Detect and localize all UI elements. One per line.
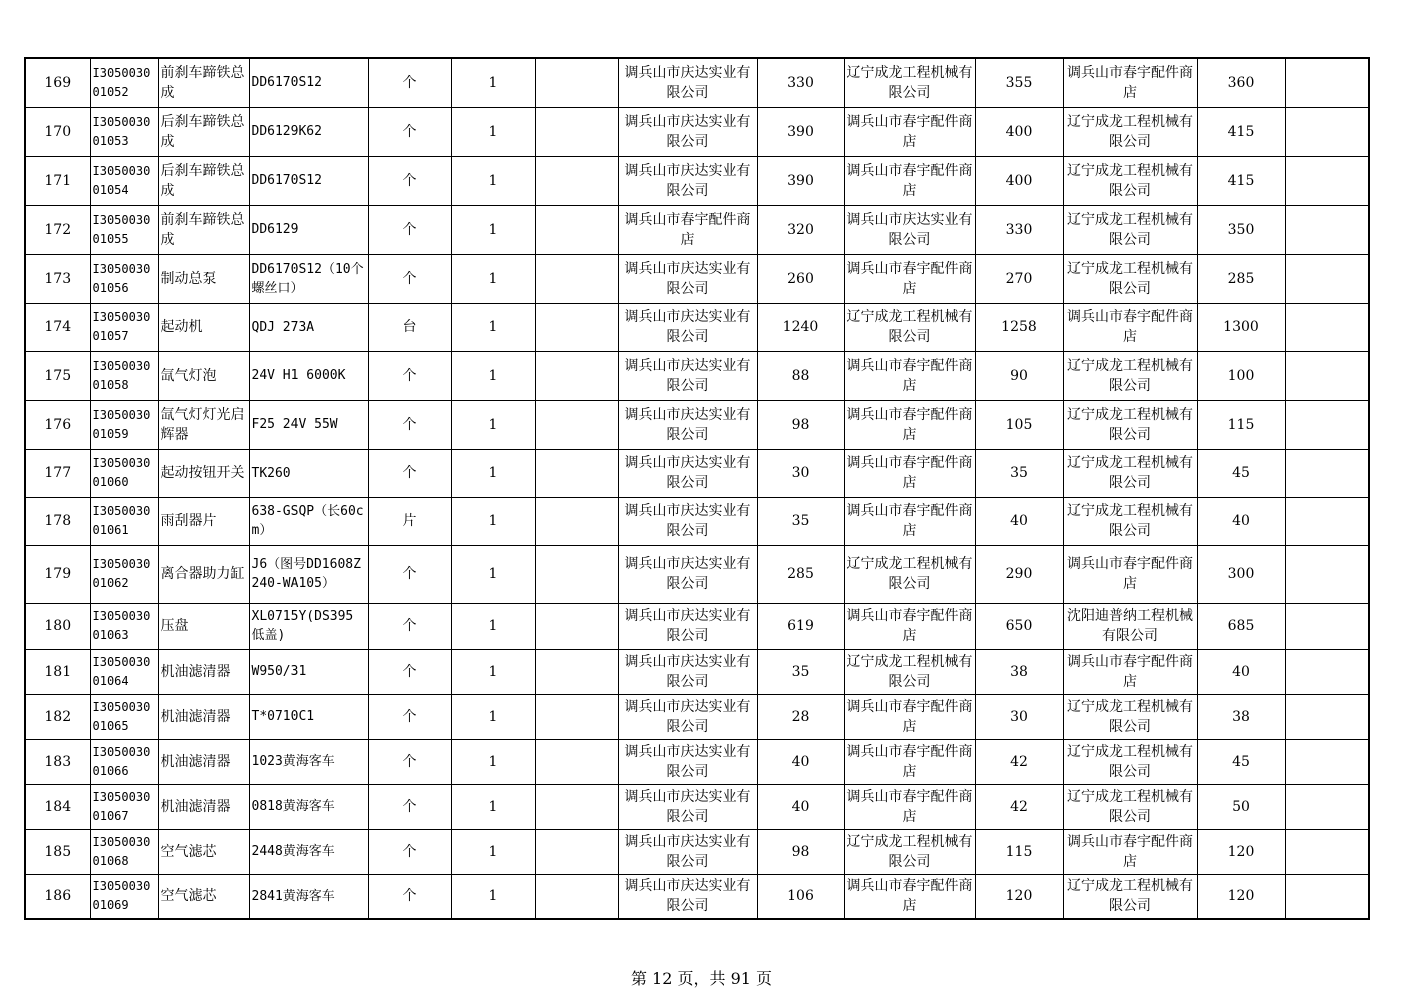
cell-supplier-3: 调兵山市春宇配件商店 (1063, 303, 1197, 351)
cell-quantity: 1 (451, 784, 535, 829)
cell-unit: 片 (368, 497, 451, 545)
cell-number: 177 (25, 449, 90, 497)
cell-spec: T*0710C1 (249, 694, 368, 739)
cell-supplier-2: 调兵山市春宇配件商店 (844, 254, 975, 303)
cell-item-name: 雨刮器片 (158, 497, 249, 545)
cell-price-3: 685 (1197, 603, 1285, 649)
cell-empty (535, 829, 618, 874)
cell-unit: 个 (368, 874, 451, 919)
cell-unit: 个 (368, 351, 451, 400)
table-row (25, 497, 1369, 545)
cell-unit: 台 (368, 303, 451, 351)
cell-price-1: 98 (757, 829, 844, 874)
cell-empty (535, 303, 618, 351)
cell-price-2: 355 (975, 58, 1063, 107)
cell-price-2: 330 (975, 205, 1063, 254)
cell-unit: 个 (368, 739, 451, 784)
cell-unit: 个 (368, 205, 451, 254)
cell-unit: 个 (368, 694, 451, 739)
cell-price-1: 390 (757, 107, 844, 156)
cell-quantity: 1 (451, 449, 535, 497)
cell-price-1: 35 (757, 649, 844, 694)
cell-quantity: 1 (451, 545, 535, 603)
cell-item-code: I305003001052 (90, 58, 158, 107)
cell-supplier-2: 调兵山市春宇配件商店 (844, 694, 975, 739)
cell-empty (535, 400, 618, 449)
cell-number: 184 (25, 784, 90, 829)
cell-item-name: 氙气灯灯光启辉器 (158, 400, 249, 449)
cell-price-3: 40 (1197, 497, 1285, 545)
cell-price-2: 120 (975, 874, 1063, 919)
cell-spec: DD6170S12（10个螺丝口） (249, 254, 368, 303)
cell-supplier-2: 调兵山市春宇配件商店 (844, 497, 975, 545)
cell-unit: 个 (368, 829, 451, 874)
cell-supplier-2: 调兵山市春宇配件商店 (844, 351, 975, 400)
cell-supplier-1: 调兵山市庆达实业有限公司 (618, 303, 757, 351)
cell-supplier-2: 调兵山市春宇配件商店 (844, 107, 975, 156)
cell-remark (1285, 497, 1369, 545)
cell-price-3: 120 (1197, 874, 1285, 919)
cell-supplier-3: 辽宁成龙工程机械有限公司 (1063, 497, 1197, 545)
cell-quantity: 1 (451, 694, 535, 739)
cell-number: 183 (25, 739, 90, 784)
cell-empty (535, 603, 618, 649)
cell-price-1: 40 (757, 739, 844, 784)
table-row (25, 874, 1369, 919)
cell-quantity: 1 (451, 649, 535, 694)
table-row (25, 829, 1369, 874)
cell-price-2: 400 (975, 107, 1063, 156)
cell-empty (535, 58, 618, 107)
cell-item-code: I305003001061 (90, 497, 158, 545)
cell-spec: DD6170S12 (249, 156, 368, 205)
cell-price-2: 290 (975, 545, 1063, 603)
cell-item-name: 机油滤清器 (158, 784, 249, 829)
cell-price-3: 40 (1197, 649, 1285, 694)
cell-spec: 1023黄海客车 (249, 739, 368, 784)
cell-supplier-3: 辽宁成龙工程机械有限公司 (1063, 400, 1197, 449)
cell-empty (535, 497, 618, 545)
cell-item-code: I305003001057 (90, 303, 158, 351)
cell-quantity: 1 (451, 107, 535, 156)
price-comparison-table (24, 57, 1370, 920)
cell-price-2: 1258 (975, 303, 1063, 351)
cell-item-name: 起动按钮开关 (158, 449, 249, 497)
cell-unit: 个 (368, 400, 451, 449)
cell-unit: 个 (368, 107, 451, 156)
cell-supplier-1: 调兵山市庆达实业有限公司 (618, 545, 757, 603)
cell-item-code: I305003001064 (90, 649, 158, 694)
cell-supplier-3: 调兵山市春宇配件商店 (1063, 649, 1197, 694)
cell-empty (535, 874, 618, 919)
cell-spec: 0818黄海客车 (249, 784, 368, 829)
cell-item-code: I305003001054 (90, 156, 158, 205)
cell-supplier-2: 调兵山市春宇配件商店 (844, 603, 975, 649)
cell-item-code: I305003001066 (90, 739, 158, 784)
cell-remark (1285, 545, 1369, 603)
cell-price-2: 90 (975, 351, 1063, 400)
cell-supplier-1: 调兵山市庆达实业有限公司 (618, 351, 757, 400)
cell-supplier-1: 调兵山市庆达实业有限公司 (618, 649, 757, 694)
cell-remark (1285, 254, 1369, 303)
cell-remark (1285, 156, 1369, 205)
cell-remark (1285, 649, 1369, 694)
table-row (25, 649, 1369, 694)
cell-supplier-1: 调兵山市庆达实业有限公司 (618, 829, 757, 874)
cell-supplier-2: 调兵山市春宇配件商店 (844, 874, 975, 919)
cell-spec: 2448黄海客车 (249, 829, 368, 874)
cell-spec: QDJ 273A (249, 303, 368, 351)
cell-number: 170 (25, 107, 90, 156)
cell-quantity: 1 (451, 303, 535, 351)
cell-price-3: 120 (1197, 829, 1285, 874)
cell-supplier-1: 调兵山市庆达实业有限公司 (618, 58, 757, 107)
cell-price-1: 390 (757, 156, 844, 205)
cell-spec: TK260 (249, 449, 368, 497)
cell-price-2: 38 (975, 649, 1063, 694)
cell-item-code: I305003001063 (90, 603, 158, 649)
cell-spec: XL0715Y(DS395低盖) (249, 603, 368, 649)
table-row (25, 400, 1369, 449)
cell-unit: 个 (368, 449, 451, 497)
cell-spec: DD6129K62 (249, 107, 368, 156)
cell-item-name: 后刹车蹄铁总成 (158, 107, 249, 156)
cell-number: 175 (25, 351, 90, 400)
cell-item-code: I305003001058 (90, 351, 158, 400)
cell-quantity: 1 (451, 156, 535, 205)
cell-supplier-1: 调兵山市庆达实业有限公司 (618, 603, 757, 649)
cell-supplier-1: 调兵山市庆达实业有限公司 (618, 497, 757, 545)
cell-empty (535, 739, 618, 784)
cell-unit: 个 (368, 254, 451, 303)
cell-price-1: 285 (757, 545, 844, 603)
cell-remark (1285, 449, 1369, 497)
cell-supplier-2: 辽宁成龙工程机械有限公司 (844, 58, 975, 107)
cell-quantity: 1 (451, 58, 535, 107)
cell-supplier-2: 调兵山市庆达实业有限公司 (844, 205, 975, 254)
cell-spec: W950/31 (249, 649, 368, 694)
cell-price-1: 88 (757, 351, 844, 400)
cell-unit: 个 (368, 784, 451, 829)
cell-item-code: I305003001067 (90, 784, 158, 829)
cell-number: 186 (25, 874, 90, 919)
cell-price-2: 650 (975, 603, 1063, 649)
cell-supplier-2: 辽宁成龙工程机械有限公司 (844, 303, 975, 351)
cell-price-2: 270 (975, 254, 1063, 303)
cell-price-1: 28 (757, 694, 844, 739)
cell-item-name: 起动机 (158, 303, 249, 351)
cell-item-name: 前刹车蹄铁总成 (158, 58, 249, 107)
cell-supplier-2: 调兵山市春宇配件商店 (844, 400, 975, 449)
cell-quantity: 1 (451, 874, 535, 919)
cell-supplier-1: 调兵山市庆达实业有限公司 (618, 156, 757, 205)
cell-price-2: 35 (975, 449, 1063, 497)
table-row (25, 545, 1369, 603)
cell-supplier-3: 辽宁成龙工程机械有限公司 (1063, 351, 1197, 400)
cell-remark (1285, 400, 1369, 449)
cell-price-3: 360 (1197, 58, 1285, 107)
cell-price-3: 100 (1197, 351, 1285, 400)
cell-price-3: 300 (1197, 545, 1285, 603)
cell-price-1: 35 (757, 497, 844, 545)
cell-item-name: 制动总泵 (158, 254, 249, 303)
cell-supplier-1: 调兵山市庆达实业有限公司 (618, 254, 757, 303)
cell-item-code: I305003001056 (90, 254, 158, 303)
cell-price-3: 415 (1197, 156, 1285, 205)
cell-item-name: 离合器助力缸 (158, 545, 249, 603)
cell-spec: F25 24V 55W (249, 400, 368, 449)
cell-item-name: 压盘 (158, 603, 249, 649)
cell-number: 179 (25, 545, 90, 603)
cell-supplier-1: 调兵山市庆达实业有限公司 (618, 449, 757, 497)
cell-supplier-1: 调兵山市庆达实业有限公司 (618, 784, 757, 829)
cell-spec: J6（图号DD1608Z240-WA105） (249, 545, 368, 603)
cell-number: 172 (25, 205, 90, 254)
cell-supplier-2: 辽宁成龙工程机械有限公司 (844, 649, 975, 694)
cell-price-3: 50 (1197, 784, 1285, 829)
table-row (25, 694, 1369, 739)
cell-supplier-3: 辽宁成龙工程机械有限公司 (1063, 254, 1197, 303)
cell-supplier-3: 调兵山市春宇配件商店 (1063, 545, 1197, 603)
cell-empty (535, 649, 618, 694)
cell-remark (1285, 205, 1369, 254)
cell-quantity: 1 (451, 603, 535, 649)
cell-item-code: I305003001059 (90, 400, 158, 449)
cell-empty (535, 156, 618, 205)
cell-price-1: 40 (757, 784, 844, 829)
cell-number: 185 (25, 829, 90, 874)
cell-unit: 个 (368, 156, 451, 205)
cell-empty (535, 784, 618, 829)
cell-supplier-3: 辽宁成龙工程机械有限公司 (1063, 107, 1197, 156)
cell-empty (535, 205, 618, 254)
cell-unit: 个 (368, 58, 451, 107)
table-row (25, 58, 1369, 107)
cell-spec: 2841黄海客车 (249, 874, 368, 919)
cell-price-3: 45 (1197, 449, 1285, 497)
cell-remark (1285, 107, 1369, 156)
cell-number: 174 (25, 303, 90, 351)
cell-unit: 个 (368, 603, 451, 649)
cell-remark (1285, 784, 1369, 829)
cell-spec: 638-GSQP（长60cm） (249, 497, 368, 545)
cell-quantity: 1 (451, 400, 535, 449)
cell-price-3: 45 (1197, 739, 1285, 784)
cell-price-1: 106 (757, 874, 844, 919)
cell-supplier-1: 调兵山市庆达实业有限公司 (618, 107, 757, 156)
cell-spec: 24V H1 6000K (249, 351, 368, 400)
cell-supplier-2: 辽宁成龙工程机械有限公司 (844, 829, 975, 874)
cell-supplier-2: 调兵山市春宇配件商店 (844, 784, 975, 829)
cell-remark (1285, 694, 1369, 739)
table-row (25, 449, 1369, 497)
cell-remark (1285, 739, 1369, 784)
cell-price-3: 1300 (1197, 303, 1285, 351)
cell-item-name: 空气滤芯 (158, 874, 249, 919)
cell-price-3: 350 (1197, 205, 1285, 254)
cell-price-1: 30 (757, 449, 844, 497)
cell-price-3: 415 (1197, 107, 1285, 156)
cell-supplier-1: 调兵山市春宇配件商店 (618, 205, 757, 254)
page-footer: 第 12 页，共 91 页 (630, 969, 773, 988)
cell-empty (535, 449, 618, 497)
cell-price-1: 260 (757, 254, 844, 303)
cell-price-2: 42 (975, 739, 1063, 784)
cell-supplier-3: 辽宁成龙工程机械有限公司 (1063, 874, 1197, 919)
cell-item-name: 空气滤芯 (158, 829, 249, 874)
cell-item-code: I305003001062 (90, 545, 158, 603)
cell-item-code: I305003001053 (90, 107, 158, 156)
cell-unit: 个 (368, 649, 451, 694)
cell-price-3: 38 (1197, 694, 1285, 739)
cell-supplier-1: 调兵山市庆达实业有限公司 (618, 400, 757, 449)
cell-supplier-2: 调兵山市春宇配件商店 (844, 739, 975, 784)
cell-price-2: 105 (975, 400, 1063, 449)
cell-supplier-3: 辽宁成龙工程机械有限公司 (1063, 449, 1197, 497)
cell-remark (1285, 603, 1369, 649)
cell-supplier-3: 沈阳迪普纳工程机械有限公司 (1063, 603, 1197, 649)
cell-empty (535, 254, 618, 303)
cell-price-1: 98 (757, 400, 844, 449)
cell-remark (1285, 303, 1369, 351)
cell-item-name: 机油滤清器 (158, 694, 249, 739)
cell-number: 178 (25, 497, 90, 545)
cell-item-name: 氙气灯泡 (158, 351, 249, 400)
cell-empty (535, 545, 618, 603)
cell-supplier-2: 调兵山市春宇配件商店 (844, 156, 975, 205)
table-row (25, 254, 1369, 303)
cell-supplier-1: 调兵山市庆达实业有限公司 (618, 694, 757, 739)
cell-empty (535, 107, 618, 156)
cell-supplier-2: 调兵山市春宇配件商店 (844, 449, 975, 497)
cell-number: 173 (25, 254, 90, 303)
cell-item-code: I305003001065 (90, 694, 158, 739)
cell-supplier-3: 调兵山市春宇配件商店 (1063, 829, 1197, 874)
cell-number: 182 (25, 694, 90, 739)
cell-remark (1285, 58, 1369, 107)
cell-supplier-3: 调兵山市春宇配件商店 (1063, 58, 1197, 107)
cell-supplier-1: 调兵山市庆达实业有限公司 (618, 739, 757, 784)
cell-unit: 个 (368, 545, 451, 603)
cell-number: 180 (25, 603, 90, 649)
cell-supplier-3: 辽宁成龙工程机械有限公司 (1063, 694, 1197, 739)
cell-price-1: 330 (757, 58, 844, 107)
cell-quantity: 1 (451, 829, 535, 874)
cell-price-1: 1240 (757, 303, 844, 351)
cell-price-2: 42 (975, 784, 1063, 829)
cell-price-1: 320 (757, 205, 844, 254)
cell-item-name: 机油滤清器 (158, 649, 249, 694)
cell-supplier-3: 辽宁成龙工程机械有限公司 (1063, 739, 1197, 784)
cell-price-2: 30 (975, 694, 1063, 739)
cell-number: 176 (25, 400, 90, 449)
cell-empty (535, 694, 618, 739)
table-row (25, 603, 1369, 649)
cell-supplier-3: 辽宁成龙工程机械有限公司 (1063, 205, 1197, 254)
cell-item-code: I305003001055 (90, 205, 158, 254)
cell-price-3: 285 (1197, 254, 1285, 303)
cell-number: 169 (25, 58, 90, 107)
cell-item-code: I305003001068 (90, 829, 158, 874)
cell-price-2: 400 (975, 156, 1063, 205)
cell-item-code: I305003001060 (90, 449, 158, 497)
table-row (25, 107, 1369, 156)
cell-price-1: 619 (757, 603, 844, 649)
table-row (25, 739, 1369, 784)
cell-remark (1285, 351, 1369, 400)
cell-supplier-2: 辽宁成龙工程机械有限公司 (844, 545, 975, 603)
table-row (25, 784, 1369, 829)
cell-item-name: 机油滤清器 (158, 739, 249, 784)
table-row (25, 351, 1369, 400)
cell-quantity: 1 (451, 254, 535, 303)
cell-spec: DD6170S12 (249, 58, 368, 107)
cell-supplier-1: 调兵山市庆达实业有限公司 (618, 874, 757, 919)
table-row (25, 156, 1369, 205)
cell-quantity: 1 (451, 205, 535, 254)
cell-supplier-3: 辽宁成龙工程机械有限公司 (1063, 156, 1197, 205)
cell-number: 171 (25, 156, 90, 205)
cell-item-name: 前刹车蹄铁总成 (158, 205, 249, 254)
cell-quantity: 1 (451, 351, 535, 400)
table-row (25, 303, 1369, 351)
cell-spec: DD6129 (249, 205, 368, 254)
cell-quantity: 1 (451, 739, 535, 784)
cell-price-2: 40 (975, 497, 1063, 545)
cell-quantity: 1 (451, 497, 535, 545)
cell-number: 181 (25, 649, 90, 694)
cell-empty (535, 351, 618, 400)
cell-price-3: 115 (1197, 400, 1285, 449)
cell-remark (1285, 829, 1369, 874)
cell-supplier-3: 辽宁成龙工程机械有限公司 (1063, 784, 1197, 829)
table-row (25, 205, 1369, 254)
cell-item-code: I305003001069 (90, 874, 158, 919)
cell-item-name: 后刹车蹄铁总成 (158, 156, 249, 205)
cell-price-2: 115 (975, 829, 1063, 874)
cell-remark (1285, 874, 1369, 919)
